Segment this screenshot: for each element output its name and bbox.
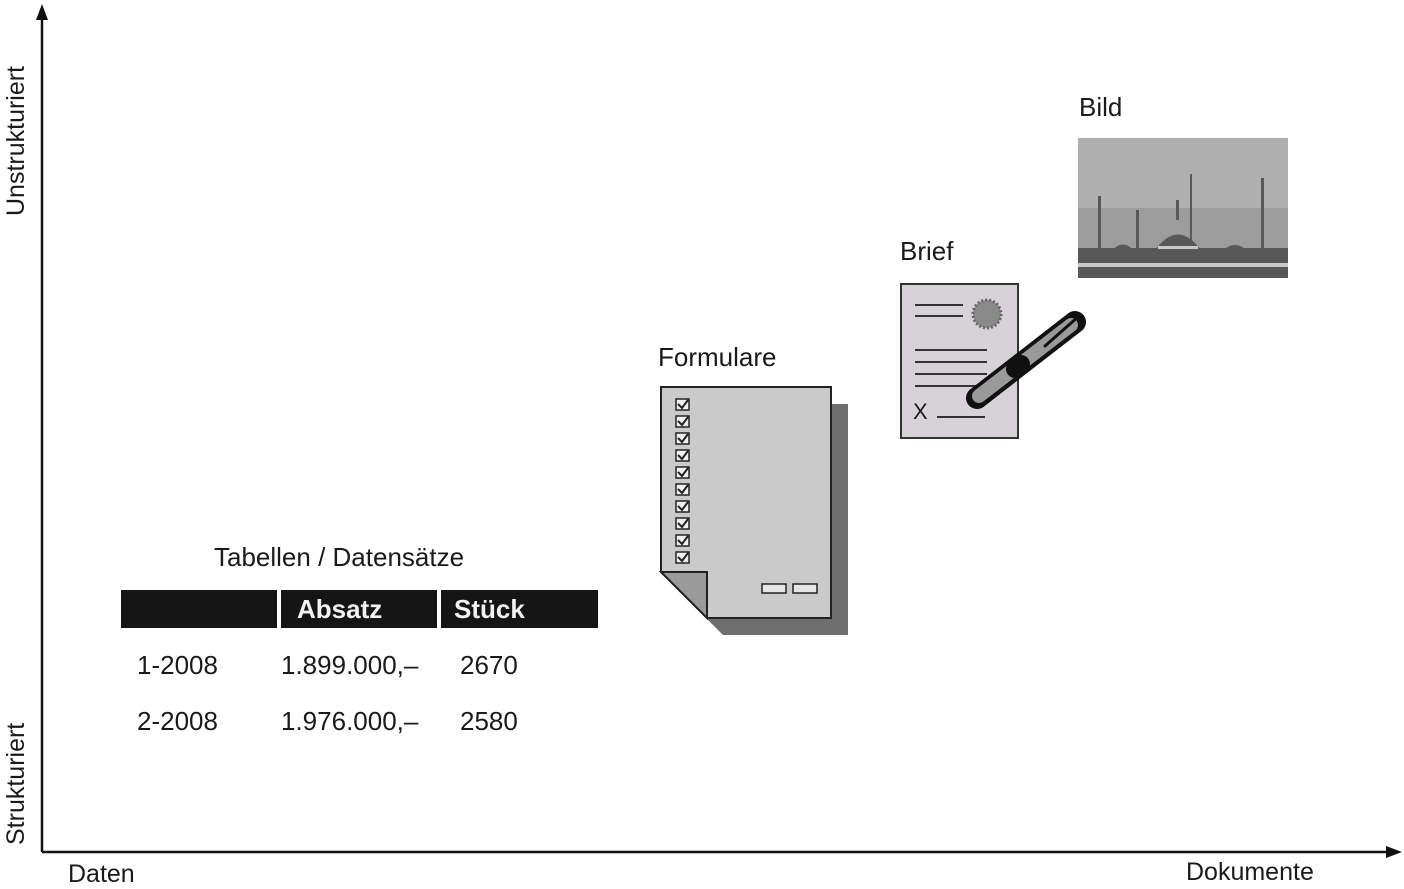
- image-label: Bild: [1079, 92, 1123, 122]
- y-axis-label-top: Unstrukturiert: [2, 65, 30, 216]
- form-folded-corner: [661, 572, 707, 618]
- forms-label: Formulare: [658, 342, 777, 372]
- form-button-2: [793, 584, 817, 593]
- y-axis-arrowhead: [36, 4, 48, 20]
- table-cell: 2-2008: [137, 706, 218, 736]
- form-document-icon: [655, 382, 855, 642]
- table-cell: 1.899.000,–: [281, 650, 419, 680]
- x-axis-label-right: Dokumente: [1186, 858, 1314, 886]
- letter-signature-mark: X: [913, 399, 928, 424]
- seal-icon: [973, 300, 1001, 328]
- table-header-empty: [121, 590, 277, 628]
- table-title: Tabellen / Datensätze: [214, 542, 465, 572]
- table-cell: 2580: [460, 706, 518, 736]
- letter-label: Brief: [900, 236, 954, 266]
- table-cell: 1.976.000,–: [281, 706, 419, 736]
- photo-image: [1078, 138, 1288, 278]
- table-header-absatz: Absatz: [281, 590, 437, 628]
- table-header-stueck: Stück: [441, 590, 598, 628]
- y-axis-label-bottom: Strukturiert: [2, 722, 30, 845]
- table-cell: 2670: [460, 650, 518, 680]
- photo-sky-haze: [1078, 138, 1288, 208]
- x-axis-label-left: Daten: [68, 860, 135, 888]
- form-button-1: [762, 584, 786, 593]
- x-axis-arrowhead: [1386, 846, 1402, 858]
- table-cell: 1-2008: [137, 650, 218, 680]
